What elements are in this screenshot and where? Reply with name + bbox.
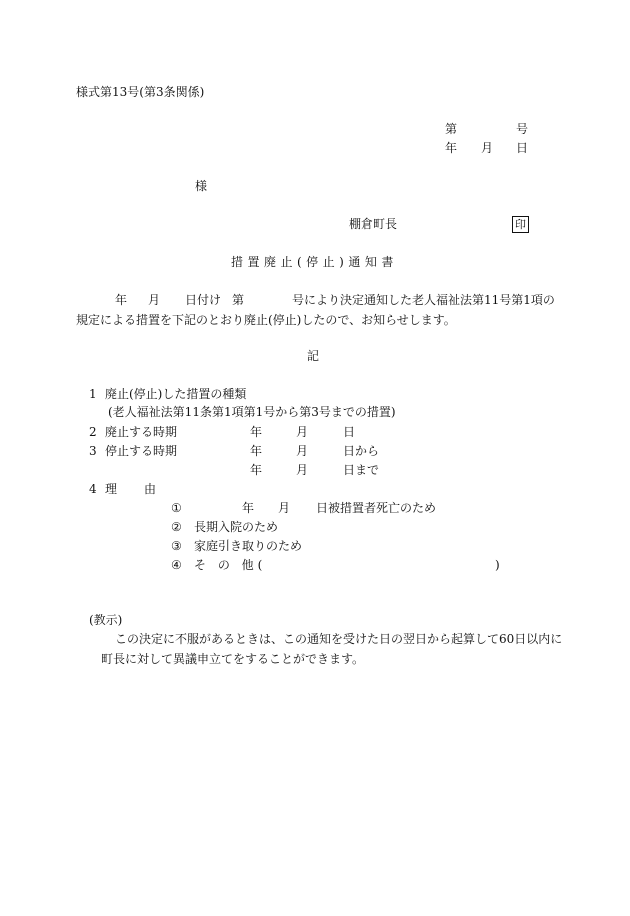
item-3-from-day: 日から [343, 444, 380, 458]
intro-line1-rest: 号により決定通知した老人福祉法第11号第1項の [292, 293, 555, 307]
item-3-to-day: 日まで [343, 463, 380, 477]
ki-heading: 記 [307, 349, 320, 363]
item-4-label-a: 理 [105, 482, 118, 496]
reason-2-text: 長期入院のため [194, 520, 279, 534]
item-3-number: 3 [89, 444, 97, 458]
notice-line-1: この決定に不服があるときは、この通知を受けた日の翌日から起算して60日以内に [115, 632, 563, 646]
intro-year: 年 [115, 293, 128, 307]
reason-1-mark: ① [171, 501, 182, 515]
intro-month: 月 [148, 293, 161, 307]
item-2-year: 年 [250, 425, 263, 439]
item-1-number: 1 [89, 387, 97, 401]
addressee-suffix: 様 [195, 179, 208, 193]
intro-dated: 日付け [185, 293, 222, 307]
reason-1-year: 年 [242, 501, 255, 515]
doc-date-day: 日 [516, 141, 529, 155]
reason-4-text: そ の 他( [194, 558, 267, 572]
intro-no-prefix: 第 [232, 293, 245, 307]
item-2-day: 日 [343, 425, 356, 439]
notice-line-2: 町長に対して異議申立てをすることができます。 [101, 652, 365, 666]
item-2-number: 2 [89, 425, 97, 439]
item-2-label: 廃止する時期 [105, 425, 178, 439]
intro-line2: 規定による措置を下記のとおり廃止(停止)したので、お知らせします。 [76, 313, 456, 327]
item-3-label: 停止する時期 [105, 444, 178, 458]
item-1-sub: (老人福祉法第11条第1項第1号から第3号までの措置) [108, 405, 396, 419]
doc-date-year: 年 [445, 141, 458, 155]
doc-number-suffix: 号 [516, 122, 529, 136]
item-4-label-b: 由 [144, 482, 157, 496]
doc-number-prefix: 第 [445, 122, 458, 136]
reason-3-mark: ③ [171, 539, 182, 553]
item-1-label: 廃止(停止)した措置の種類 [105, 387, 247, 401]
seal-stamp: 印 [512, 216, 529, 233]
form-number: 様式第13号(第3条関係) [76, 85, 205, 99]
item-3-to-month: 月 [296, 463, 309, 477]
reason-4-close: ) [495, 558, 500, 572]
reason-2-mark: ② [171, 520, 182, 534]
item-3-from-year: 年 [250, 444, 263, 458]
doc-date-month: 月 [481, 141, 494, 155]
reason-1-month: 月 [278, 501, 291, 515]
issuer-name: 棚倉町長 [349, 217, 398, 231]
reason-4-mark: ④ [171, 558, 182, 572]
notice-heading: (教示) [89, 613, 123, 627]
item-2-month: 月 [296, 425, 309, 439]
item-3-from-month: 月 [296, 444, 309, 458]
document-title: 措置廃止(停止)通知書 [231, 255, 398, 269]
item-4-number: 4 [89, 482, 97, 496]
reason-1-text: 日被措置者死亡のため [316, 501, 437, 515]
reason-3-text: 家庭引き取りのため [194, 539, 303, 553]
item-3-to-year: 年 [250, 463, 263, 477]
